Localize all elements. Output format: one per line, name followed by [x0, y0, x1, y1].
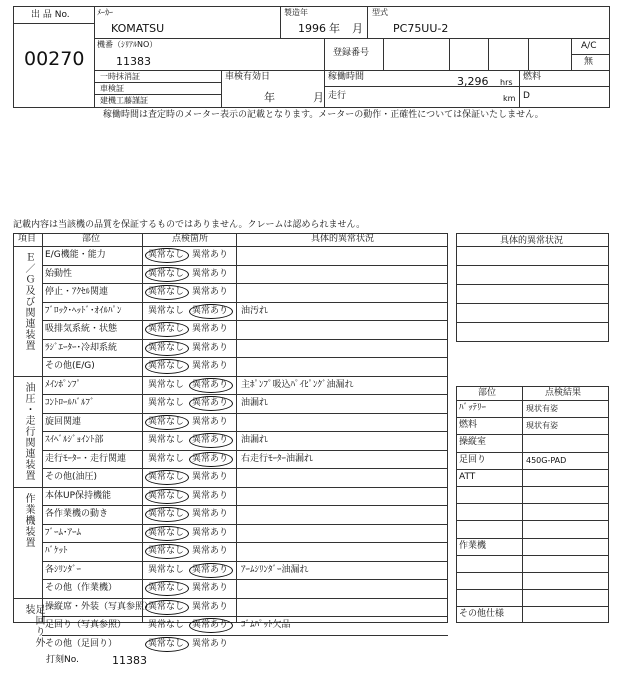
model-value: PC75UU-2	[393, 22, 449, 35]
ok-option[interactable]: 異常なし	[148, 509, 185, 519]
ok-option[interactable]: 異常なし	[148, 527, 185, 538]
part-label: ﾌﾞﾛｯｸ･ﾍｯﾄﾞ･ｵｲﾙﾊﾟﾝ	[45, 305, 122, 316]
parts-row	[456, 555, 609, 572]
part-label: E/G機能・能力	[45, 250, 106, 260]
year-unit: 年	[329, 22, 340, 35]
abnormal-detail: ｱｰﾑｼﾘﾝﾀﾞｰ油漏れ	[241, 564, 309, 575]
part-label: ｺﾝﾄﾛｰﾙﾊﾞﾙﾌﾞ	[45, 398, 95, 408]
parts-row-part: 作業機	[459, 540, 487, 551]
table-header-0: 項目	[18, 234, 37, 244]
run-unit: km	[503, 94, 516, 103]
hours-label: 稼働時間	[328, 72, 365, 82]
inspection-month-unit: 月	[313, 91, 324, 104]
ok-option[interactable]: 異常なし	[148, 546, 185, 556]
parts-row-part: その他仕様	[459, 609, 505, 620]
stamp-number: 11383	[112, 654, 147, 667]
ng-option[interactable]: 異常あり	[192, 379, 229, 390]
part-label: ﾌﾞｰﾑ･ｱｰﾑ	[45, 527, 82, 538]
ng-option[interactable]: 異常あり	[192, 564, 229, 575]
parts-row-part: ﾊﾞｯﾃﾘｰ	[459, 403, 487, 413]
part-label: その他(E/G)	[45, 361, 95, 371]
parts-row-result: 450G-PAD	[526, 455, 567, 465]
group-label: 作業機装置	[23, 492, 34, 548]
ok-circle-mark	[145, 581, 189, 596]
part-label: ﾗｼﾞｴｰﾀｰ･冷却系統	[45, 342, 118, 353]
ng-circle-mark	[189, 452, 233, 467]
abnormal-detail: ｺﾞﾑﾊﾟｯﾄ欠品	[241, 620, 291, 630]
ok-option[interactable]: 異常なし	[148, 564, 185, 575]
ng-circle-mark	[189, 433, 233, 448]
table-row	[42, 413, 448, 432]
part-label: 本体UP保持機能	[45, 490, 112, 501]
part-label: 旋回関連	[45, 416, 82, 427]
parts-header-result: 点検結果	[545, 388, 582, 398]
ok-option[interactable]: 異常なし	[148, 490, 185, 501]
ng-circle-mark	[189, 304, 233, 319]
year-label: 製造年	[284, 8, 308, 17]
ok-option[interactable]: 異常なし	[148, 601, 185, 612]
ng-option[interactable]: 異常あり	[192, 638, 229, 649]
right-detail-table	[456, 233, 609, 342]
part-label: ﾊﾞｹｯﾄ	[45, 546, 68, 556]
hours-value: 3,296	[457, 75, 489, 88]
part-label: その他(油圧)	[45, 472, 98, 482]
ng-circle-mark	[189, 378, 233, 393]
right-detail-header: 具体的異常状況	[500, 236, 564, 246]
ng-option[interactable]: 異常あり	[192, 601, 229, 612]
ok-option[interactable]: 異常なし	[148, 305, 185, 316]
parts-row-part: 燃料	[459, 420, 478, 431]
ok-option[interactable]: 異常なし	[148, 379, 185, 390]
parts-row-part: 操縦室	[459, 437, 487, 448]
part-label: その他（作業機）	[45, 583, 118, 593]
ng-circle-mark	[189, 563, 233, 578]
ok-option[interactable]: 異常なし	[148, 287, 185, 297]
parts-row	[456, 503, 609, 520]
ok-circle-mark	[145, 248, 189, 263]
ok-option[interactable]: 異常なし	[148, 416, 185, 427]
ok-option[interactable]: 異常なし	[148, 342, 185, 353]
ng-option[interactable]: 異常あり	[192, 416, 229, 427]
group-label: 油圧・走行関連装置	[23, 381, 34, 481]
table-row	[42, 542, 448, 561]
ng-option[interactable]: 異常あり	[192, 342, 229, 353]
ok-circle-mark	[145, 285, 189, 300]
ok-circle-mark	[145, 341, 189, 356]
parts-row	[456, 520, 609, 537]
part-label: ｽｲﾍﾞﾙｼﾞｮｲﾝﾄ部	[45, 435, 104, 445]
serial-value: 11383	[116, 55, 151, 68]
ok-option[interactable]: 異常なし	[148, 361, 185, 371]
table-row	[42, 357, 448, 376]
part-label: 始動性	[45, 268, 73, 279]
ok-circle-mark	[145, 415, 189, 430]
ok-option[interactable]: 異常なし	[148, 620, 185, 630]
ok-circle-mark	[145, 267, 189, 282]
part-label: 操縦席・外装（写真参照）	[45, 601, 154, 612]
ng-option[interactable]: 異常あり	[192, 546, 229, 556]
ac-value: 無	[584, 57, 594, 67]
fuel-value: D	[523, 91, 530, 101]
table-row	[42, 265, 448, 284]
ok-option[interactable]: 異常なし	[148, 268, 185, 279]
ng-option[interactable]: 異常あり	[192, 527, 229, 538]
ng-circle-mark	[189, 396, 233, 411]
part-label: ﾒｲﾝﾎﾟﾝﾌﾟ	[45, 379, 82, 390]
table-header-3: 具体的異常状況	[311, 234, 375, 244]
hours-note: 稼働時間は査定時のメーター表示の記載となります。メーターの動作・正確性については保証いたしません。	[103, 110, 544, 120]
abnormal-detail: 右走行ﾓｰﾀｰ油漏れ	[241, 453, 314, 464]
ng-option[interactable]: 異常あり	[192, 583, 229, 593]
ok-option[interactable]: 異常なし	[148, 472, 185, 482]
abnormal-detail: 油汚れ	[241, 305, 269, 316]
ok-option[interactable]: 異常なし	[148, 435, 185, 445]
ng-option[interactable]: 異常あり	[192, 361, 229, 371]
ng-option[interactable]: 異常あり	[192, 509, 229, 519]
ok-circle-mark	[145, 600, 189, 615]
ok-option[interactable]: 異常なし	[148, 583, 185, 593]
month-unit: 月	[352, 22, 363, 35]
permit-label-2: 車検証	[100, 84, 124, 93]
ok-circle-mark	[145, 637, 189, 652]
part-label: 吸排気系統・状態	[45, 324, 118, 334]
ok-option[interactable]: 異常なし	[148, 453, 185, 464]
table-row	[42, 468, 448, 487]
ng-option[interactable]: 異常あり	[192, 453, 229, 464]
inspection-year-unit: 年	[264, 91, 275, 104]
ng-option[interactable]: 異常あり	[192, 268, 229, 279]
part-label: 走行ﾓｰﾀｰ・走行関連	[45, 453, 127, 464]
ng-circle-mark	[189, 618, 233, 633]
group-label: Ｅ／Ｇ及び関連装置	[23, 252, 34, 351]
ng-option[interactable]: 異常あり	[192, 324, 229, 334]
ok-circle-mark	[145, 322, 189, 337]
model-label: 型式	[372, 8, 388, 17]
maker-value: KOMATSU	[111, 22, 165, 35]
table-header-2: 点検箇所	[172, 234, 209, 244]
ok-circle-mark	[145, 526, 189, 541]
abnormal-detail: 主ﾎﾟﾝﾌﾟ吸込ﾊﾟｲﾋﾟﾝｸﾞ油漏れ	[241, 379, 354, 390]
abnormal-detail: 油漏れ	[241, 398, 269, 408]
group-label: 足回り外装	[23, 603, 44, 648]
ng-option[interactable]: 異常あり	[192, 305, 229, 316]
part-label: 各作業機の動き	[45, 509, 109, 519]
ok-circle-mark	[145, 544, 189, 559]
fuel-label: 燃料	[523, 72, 542, 82]
parts-row-part: ATT	[459, 471, 476, 482]
stamp-label: 打刻No.	[46, 655, 79, 665]
part-label: 停止・ｱｸｾﾙ関連	[45, 287, 109, 297]
inspection-label: 車検有効日	[225, 72, 271, 82]
ok-option[interactable]: 異常なし	[148, 638, 185, 649]
hours-unit: hrs	[500, 78, 513, 87]
parts-row-result: 現状有姿	[526, 404, 558, 413]
ok-circle-mark	[145, 470, 189, 485]
ok-circle-mark	[145, 359, 189, 374]
ng-option[interactable]: 異常あり	[192, 287, 229, 297]
parts-row	[456, 589, 609, 606]
ac-label: A/C	[581, 41, 597, 51]
ng-option[interactable]: 異常あり	[192, 435, 229, 445]
ok-circle-mark	[145, 507, 189, 522]
ok-option[interactable]: 異常なし	[148, 324, 185, 334]
ng-option[interactable]: 異常あり	[192, 472, 229, 482]
part-label: 足回り（写真参照）	[45, 620, 127, 630]
permit-label-3: 建機工藤謹証	[100, 96, 148, 105]
parts-row-part: 足回り	[459, 454, 487, 465]
year-value: 1996	[298, 22, 326, 35]
ok-option[interactable]: 異常なし	[148, 250, 185, 260]
lot-number: 00270	[24, 48, 85, 70]
permit-label-1: 一時抹消証	[100, 72, 140, 81]
parts-row	[456, 469, 609, 486]
ok-option[interactable]: 異常なし	[148, 398, 185, 408]
disclaimer: 記載内容は当該機の品質を保証するものではありません。クレームは認められません。	[13, 220, 366, 230]
parts-header-part: 部位	[478, 388, 497, 398]
ng-option[interactable]: 異常あり	[192, 250, 229, 260]
ng-option[interactable]: 異常あり	[192, 620, 229, 630]
maker-label: ﾒｰｶｰ	[97, 8, 113, 17]
parts-row	[456, 486, 609, 503]
lot-label: 出 品 No.	[31, 10, 70, 20]
ok-circle-mark	[145, 489, 189, 504]
parts-row	[456, 572, 609, 589]
parts-row-result: 現状有姿	[526, 421, 558, 431]
table-row	[42, 524, 448, 543]
reg-label: 登録番号	[333, 48, 370, 58]
part-label: 各ｼﾘﾝﾀﾞｰ	[45, 564, 82, 575]
part-label: その他（足回り）	[45, 638, 118, 649]
serial-label: 機番（ｼﾘｱﾙNO）	[97, 40, 158, 49]
run-label: 走行	[328, 91, 347, 101]
abnormal-detail: 油漏れ	[241, 435, 269, 445]
ng-option[interactable]: 異常あり	[192, 398, 229, 408]
ng-option[interactable]: 異常あり	[192, 490, 229, 501]
table-header-1: 部位	[82, 234, 101, 244]
